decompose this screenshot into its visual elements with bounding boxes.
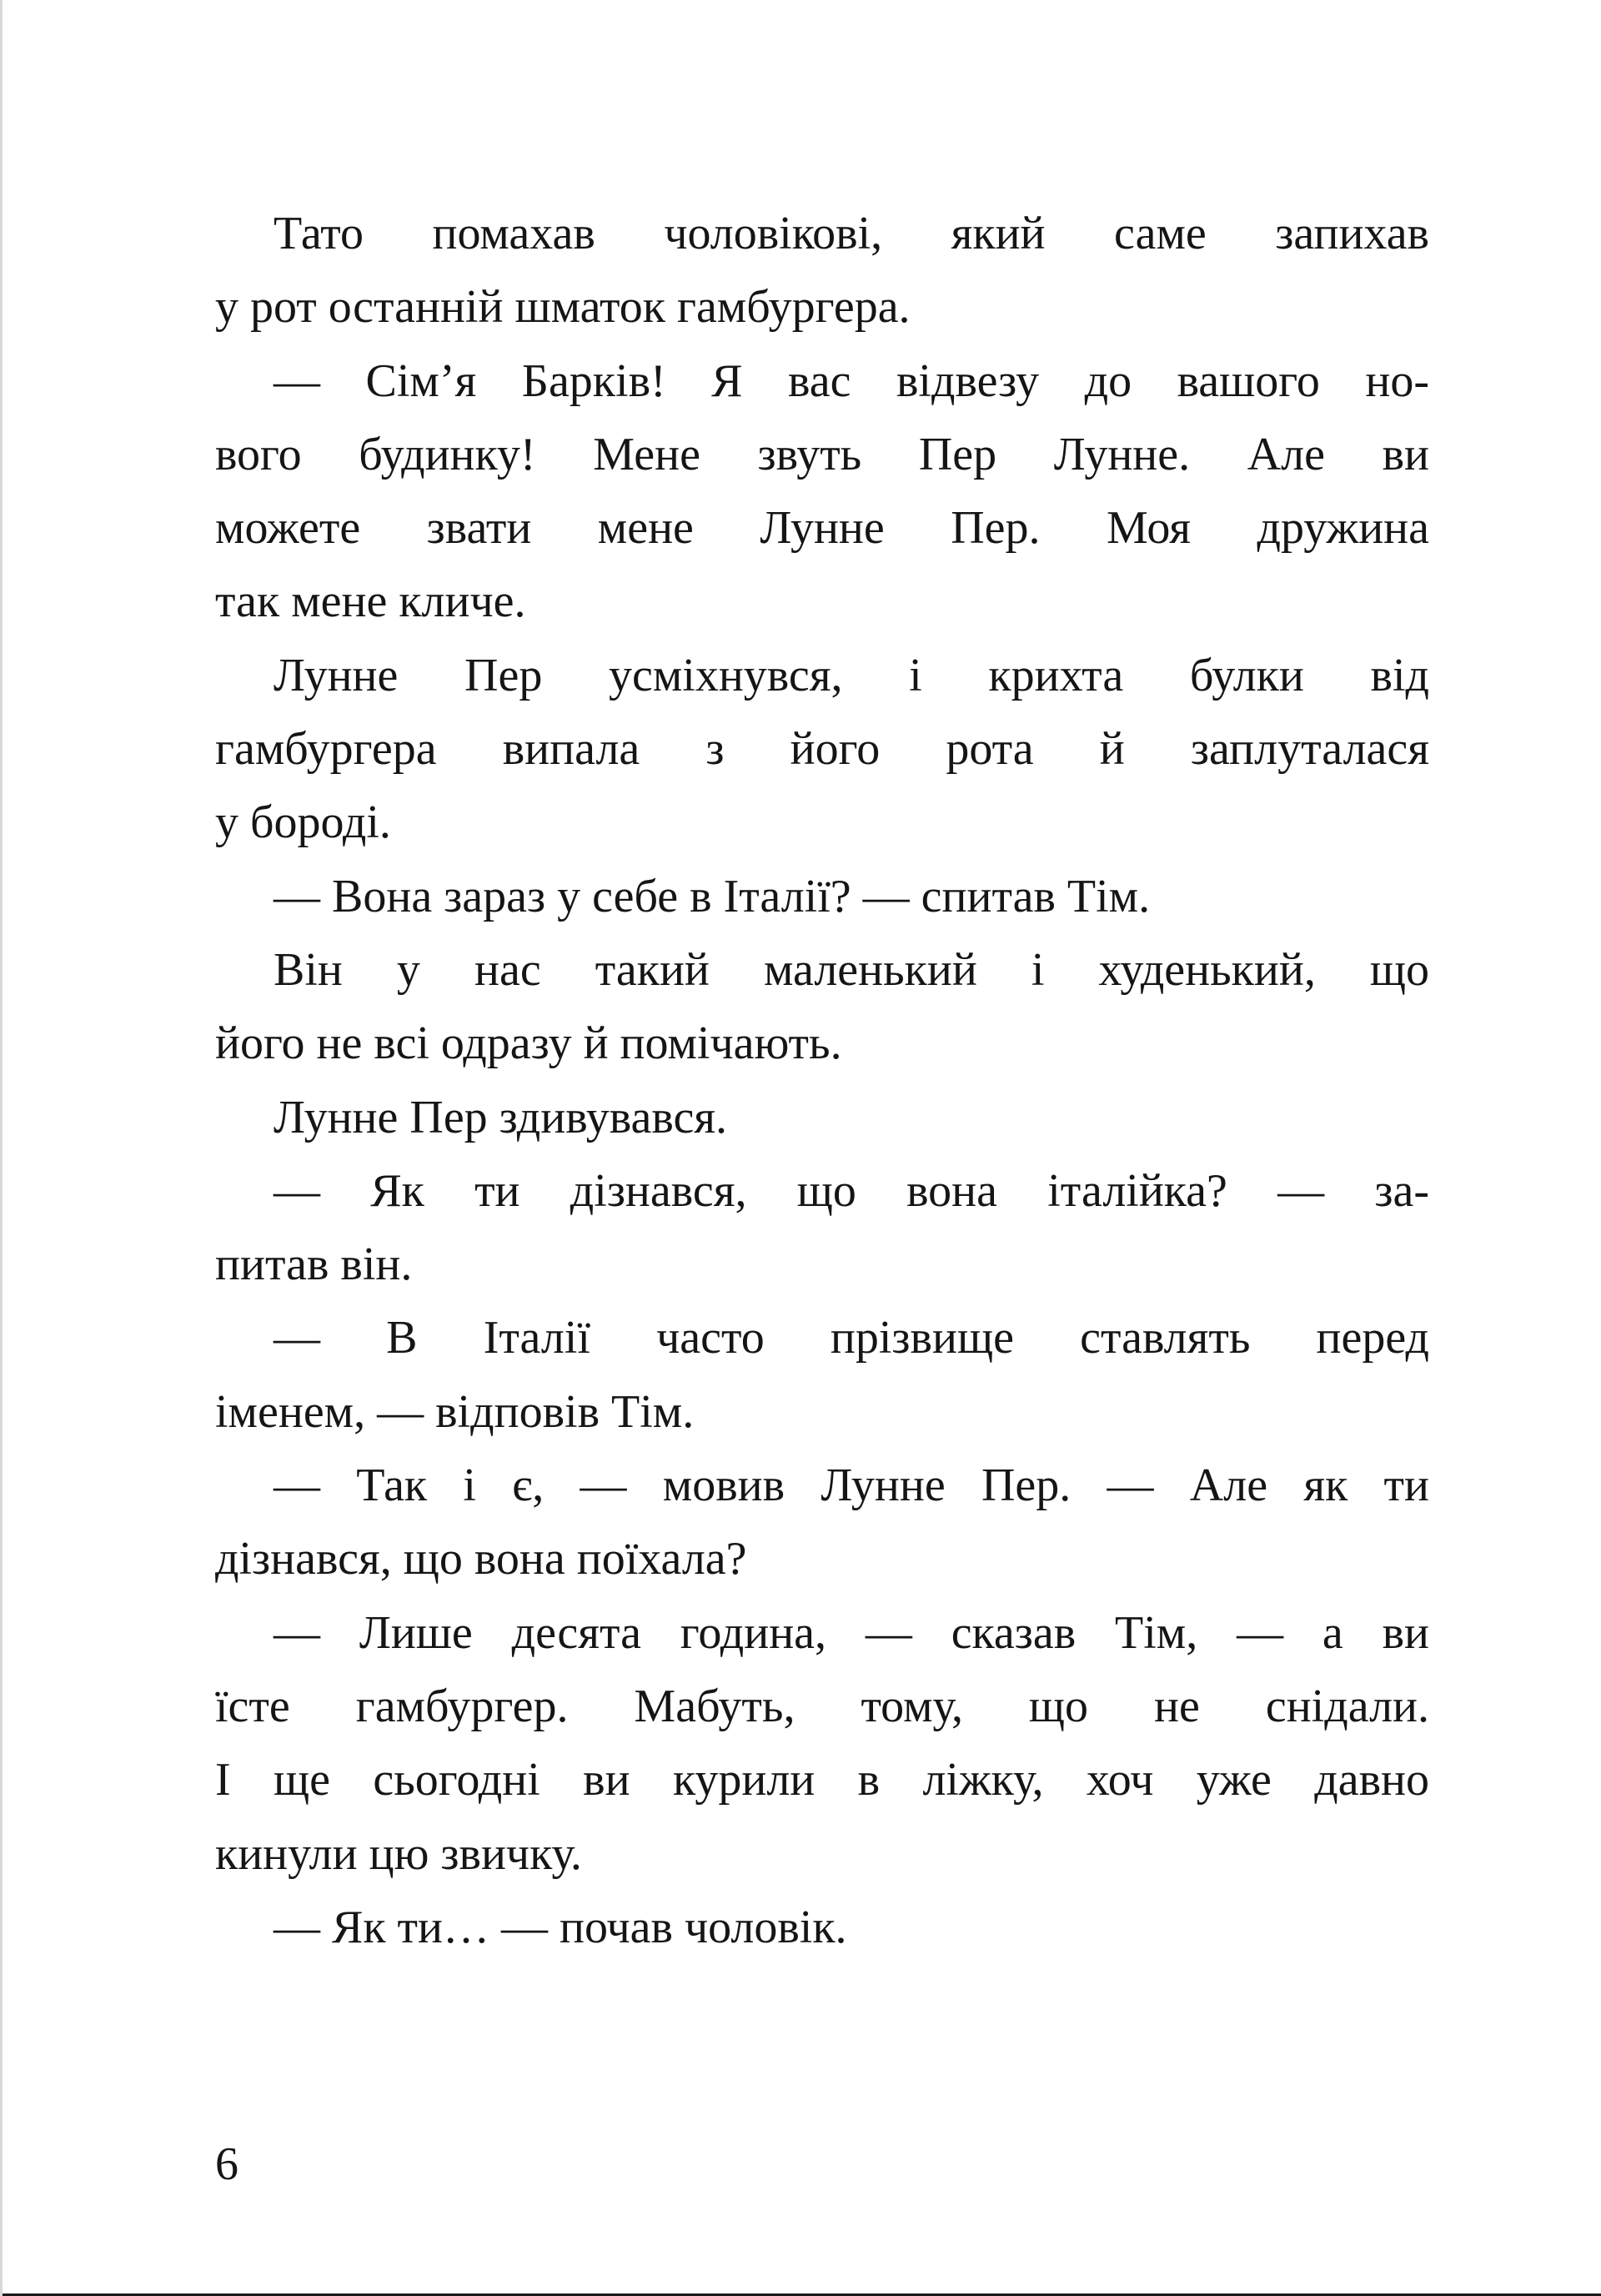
text-line: кинули цю звичку. — [215, 1827, 582, 1880]
text-line: Він у нас такий маленький і худенький, що — [274, 943, 1429, 996]
text-line: так мене кличе. — [215, 575, 526, 628]
text-line: — Лише десята година, — сказав Тім, — а ви — [274, 1606, 1429, 1659]
text-line: Лунне Пер здивувався. — [274, 1091, 728, 1143]
text-line: можете звати мене Лунне Пер. Моя дружина — [215, 502, 1429, 555]
text-line: — Сім’я Барків! Я вас відвезу до вашого но- — [274, 354, 1429, 407]
text-line: іменем, — відповів Тім. — [215, 1385, 695, 1438]
text-line: вого будинку! Мене звуть Пер Лунне. Але ви — [215, 428, 1429, 480]
text-line: — Вона зараз у себе в Італії? — спитав Тім. — [274, 870, 1151, 922]
text-line: — Як ти… — почав чоловік. — [274, 1901, 847, 1953]
text-line: Тато помахав чоловікові, який саме запихав — [274, 208, 1429, 259]
text-line: І ще сьогодні ви курили в ліжку, хоч уже давно — [215, 1754, 1429, 1806]
text-line: у бороді. — [215, 796, 391, 849]
text-line: їсте гамбургер. Мабуть, тому, що не снідали. — [215, 1680, 1429, 1732]
text-line: у рот останній шматок гамбургера. — [215, 281, 911, 334]
body-text — [215, 197, 1429, 1964]
text-line: — В Італії часто прізвище ставлять перед — [274, 1312, 1429, 1364]
text-line: Лунне Пер усміхнувся, і крихта булки від — [274, 649, 1429, 701]
text-line: — Так і є, — мовив Лунне Пер. — Але як ти — [274, 1459, 1429, 1512]
text-line: питав він. — [215, 1238, 413, 1291]
page-number: 6 — [215, 2138, 238, 2190]
text-line: гамбургера випала з його рота й заплуталася — [215, 723, 1429, 776]
text-line: — Як ти дізнався, що вона італійка? — за- — [274, 1164, 1429, 1217]
text-line: дізнався, що вона поїхала? — [215, 1533, 747, 1585]
text-line: його не всі одразу й помічають. — [215, 1017, 842, 1070]
